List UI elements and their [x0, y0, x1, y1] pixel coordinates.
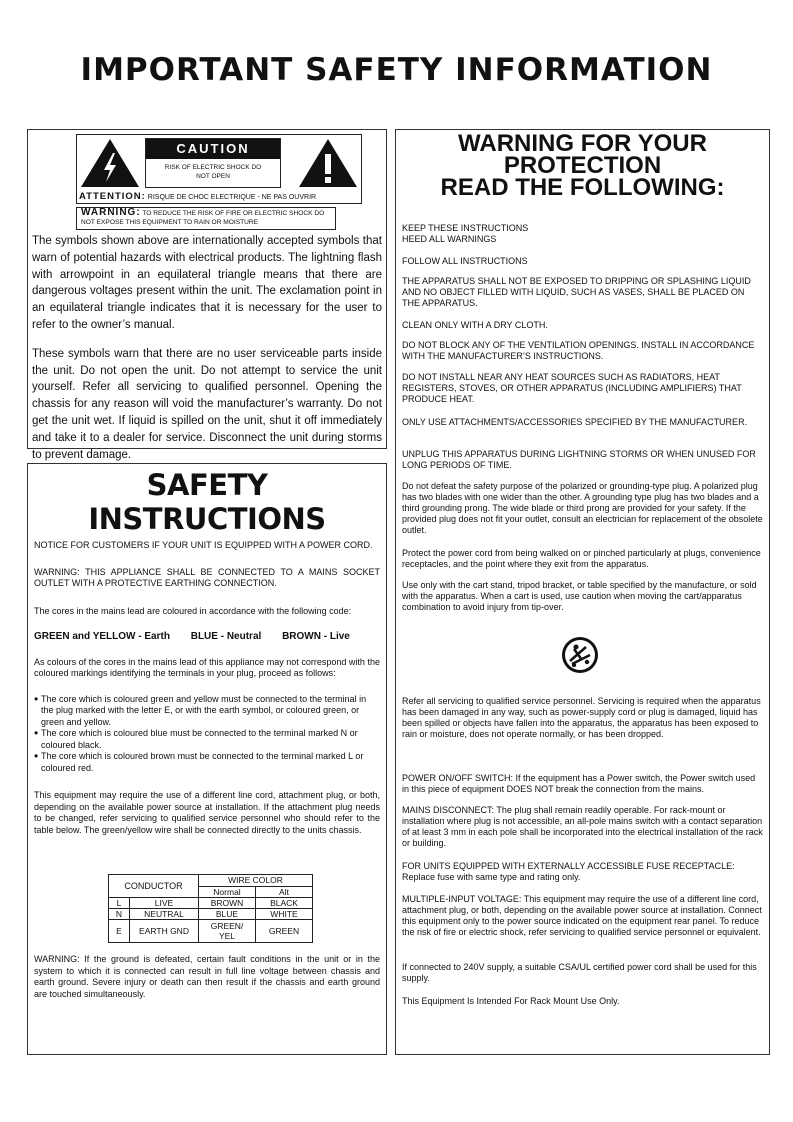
- symbols-box: [27, 129, 387, 461]
- table-cell: BLACK: [256, 898, 313, 909]
- attention-label: ATTENTION:: [79, 191, 146, 202]
- table-cell: GREEN/ YEL: [199, 920, 256, 943]
- table-cell: EARTH GND: [130, 920, 199, 943]
- table-cell: BLUE: [199, 909, 256, 920]
- wire-color-table: [108, 874, 313, 943]
- bullet-item: • The core which is coloured green and yellow must be connected to the terminal in the plug marked with the letter E, or with the earth symbol, or coloured green, or green and yellow.: [34, 694, 380, 729]
- dripping-warning: THE APPARATUS SHALL NOT BE EXPOSED TO DRIPPING OR SPLASHING LIQUID AND NO OBJECT FILLED WITH LIQUID, SUCH AS VASES, SHALL BE PLACED ON THE APPARATUS.: [402, 276, 751, 308]
- colours-text: As colours of the cores in the mains lead of this appliance may not correspond with the coloured markings identifying the terminals in your plug, proceed as follows:: [34, 656, 380, 678]
- protection-subtitle: READ THE FOLLOWING:: [440, 174, 725, 201]
- warning-label: [76, 207, 336, 230]
- safety-title: SAFETY INSTRUCTIONS: [88, 468, 326, 536]
- power-switch-text: POWER ON/OFF SWITCH: If the equipment has a Power switch, the Power switch used in this piece of equipment DOES NOT break the connection from the mains.: [402, 773, 756, 794]
- appliance-warning: WARNING: THIS APPLIANCE SHALL BE CONNECTED TO A MAINS SOCKET OUTLET WITH A PROTECTIVE EARTHING CONNECTION.: [34, 566, 380, 588]
- code-blue: BLUE - Neutral: [190, 631, 262, 642]
- polarized-plug-text: Do not defeat the safety purpose of the polarized or grounding-type plug. A polarized plug has two blades with one wider than the other. A grounding type plug has two blades and a third grounding prong. The wide blade or third prong are provided for your safety. If the provided plug does not fit your outlet, consult an electrician for replacement of the obsolete outlet.: [402, 481, 763, 535]
- ventilation-warning: DO NOT BLOCK ANY OF THE VENTILATION OPENINGS. INSTALL IN ACCORDANCE WITH THE MANUFACTURER’S INSTRUCTIONS.: [402, 340, 755, 361]
- table-cell: WHITE: [256, 909, 313, 920]
- cart-tip-over-icon: [560, 635, 600, 675]
- keep-instructions: KEEP THESE INSTRUCTIONS: [402, 223, 529, 233]
- symbols-paragraph: The symbols shown above are internationally accepted symbols that warn of potential hazards with electrical products. The lightning flash with arrowpoint in an equilateral triangle means that there are dangerous voltages present within the unit. The exclamation point in an equilateral triangle indicates that it is necessary for the user to refer to the owner’s manual.: [32, 235, 382, 331]
- equipment-text: This equipment may require the use of a different line cord, attachment plug, or both, depending on the available power source at installation. If the attachment plug needs to be changed, refer servicing to qualified service personnel who should refer to the table below. The green/yellow wire shall be connected directly to the units chassis.: [34, 790, 380, 835]
- fuse-text: FOR UNITS EQUIPPED WITH EXTERNALLY ACCESSIBLE FUSE RECEPTACLE: Replace fuse with same type and rating only.: [402, 861, 735, 882]
- caution-label: [76, 134, 362, 204]
- mains-disconnect-text: MAINS DISCONNECT: The plug shall remain readily operable. For rack-mount or installation where plug is not accessible, an all-pole mains switch with a contact separation of at least 3 mm in each pole shall be incorporated into the electrical installation of the rack or building.: [402, 805, 763, 848]
- clean-instruction: CLEAN ONLY WITH A DRY CLOTH.: [402, 320, 548, 330]
- multiple-input-text: MULTIPLE-INPUT VOLTAGE: This equipment may require the use of a different line cord, attachment plug, or both, depending on the available power source at installation. Connect this equipment only to the power source indicated on the equipment rear panel. To reduce the risk of fire or electric shock, refer servicing to qualified service personnel or equivalent.: [402, 894, 762, 937]
- heat-warning: DO NOT INSTALL NEAR ANY HEAT SOURCES SUCH AS RADIATORS, HEAT REGISTERS, STOVES, OR OTHER APPARATUS (INCLUDING AMPLIFIERS) THAT PRODUCE HEAT.: [402, 372, 742, 404]
- table-cell: NEUTRAL: [130, 909, 199, 920]
- normal-header: Normal: [199, 886, 256, 898]
- table-cell: GREEN: [256, 920, 313, 943]
- table-row: [109, 920, 313, 943]
- cores-intro: The cores in the mains lead are coloured in accordance with the following code:: [34, 605, 352, 616]
- wire-color-header: WIRE COLOR: [199, 875, 313, 887]
- rack-mount-text: This Equipment Is Intended For Rack Mount Use Only.: [402, 996, 620, 1006]
- table-cell: L: [109, 898, 130, 909]
- bullet-item: • The core which is coloured brown must be connected to the terminal marked L or coloured red.: [34, 751, 380, 774]
- lightning-warning-icon: [79, 137, 141, 189]
- heed-warnings: HEED ALL WARNINGS: [402, 234, 497, 244]
- table-cell: BROWN: [199, 898, 256, 909]
- table-cell: LIVE: [130, 898, 199, 909]
- power-cord-text: Protect the power cord from being walked on or pinched particularly at plugs, convenience receptacles, and the point where they exit from the apparatus.: [402, 548, 761, 569]
- safety-instructions-box: [27, 463, 387, 1055]
- bullet-item: • The core which is coloured blue must be connected to the terminal marked N or coloured black.: [34, 728, 380, 751]
- code-green: GREEN and YELLOW - Earth: [34, 631, 170, 642]
- warning-protection-box: [395, 129, 770, 1055]
- notice-text: NOTICE FOR CUSTOMERS IF YOUR UNIT IS EQUIPPED WITH A POWER CORD.: [34, 540, 373, 550]
- alt-header: Alt: [256, 886, 313, 898]
- caution-heading: CAUTION: [146, 139, 280, 159]
- exclamation-warning-icon: [297, 137, 359, 189]
- conductor-header: CONDUCTOR: [109, 875, 199, 898]
- servicing-text: Refer all servicing to qualified service personnel. Servicing is required when the apparatus has been damaged in any way, such as power-supply cord or plug is damaged, liquid has been spilled or objects have fallen into the apparatus, the apparatus has been exposed to rain or moisture, does not operate normally, or has been dropped.: [402, 696, 761, 739]
- follow-instructions: FOLLOW ALL INSTRUCTIONS: [402, 256, 528, 266]
- attachments-warning: ONLY USE ATTACHMENTS/ACCESSORIES SPECIFIED BY THE MANUFACTURER.: [402, 417, 748, 427]
- protection-title: WARNING FOR YOUR PROTECTION: [458, 130, 707, 179]
- symbols-paragraph: These symbols warn that there are no user serviceable parts inside the unit. Do not open the unit. Do not attempt to service the unit yourself. Refer all servicing to qualified personnel. Opening the chassis for any reason will void the manufacturer’s warranty. Do not get the unit wet. If liquid is spilled on the unit, shut it off immediately and take it to a dealer for service. Disconnect the unit during storms to prevent damage.: [32, 347, 382, 461]
- attention-text: RISQUE DE CHOC ELECTRIQUE - NE PAS OUVRIR: [147, 194, 317, 201]
- table-cell: N: [109, 909, 130, 920]
- cart-text: Use only with the cart stand, tripod bracket, or table specified by the manufacture, or sold with the apparatus. When a cart is used, use caution when moving the cart/apparatus combination to avoid injury from tip-over.: [402, 580, 757, 612]
- table-cell: E: [109, 920, 130, 943]
- code-brown: BROWN - Live: [282, 631, 350, 642]
- warning-text: TO REDUCE THE RISK OF FIRE OR ELECTRIC SHOCK DO NOT EXPOSE THIS EQUIPMENT TO RAIN OR MOISTURE: [81, 210, 325, 226]
- ground-warning: WARNING: If the ground is defeated, certain fault conditions in the unit or in the system to which it is connected can result in full line voltage between chassis and earth ground. Severe injury or death can then result if the chassis and earth ground are touched simultaneously.: [34, 954, 380, 999]
- caution-subtext: RISK OF ELECTRIC SHOCK DO NOT OPEN: [164, 164, 262, 180]
- csa-text: If connected to 240V supply, a suitable CSA/UL certified power cord shall be used for this supply.: [402, 962, 757, 983]
- unplug-warning: UNPLUG THIS APPARATUS DURING LIGHTNING STORMS OR WHEN UNUSED FOR LONG PERIODS OF TIME.: [402, 449, 756, 470]
- table-row: [109, 909, 313, 920]
- table-row: [109, 898, 313, 909]
- page-title: IMPORTANT SAFETY INFORMATION: [80, 52, 713, 88]
- warning-heading: WARNING:: [81, 207, 141, 218]
